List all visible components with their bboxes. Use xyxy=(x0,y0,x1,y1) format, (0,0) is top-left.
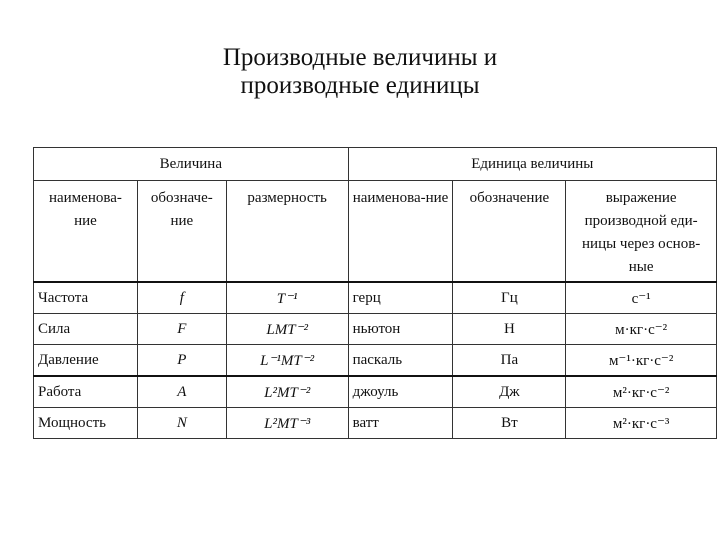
table-cell: f xyxy=(137,282,226,314)
column-header: размерность xyxy=(226,181,348,283)
table-cell: герц xyxy=(348,282,453,314)
table-cell: T⁻¹ xyxy=(226,282,348,314)
table-row xyxy=(34,345,717,377)
table-cell: L²MT⁻³ xyxy=(226,408,348,439)
column-header: обозначе-ние xyxy=(137,181,226,283)
column-header: обозначение xyxy=(453,181,566,283)
table-cell: м⁻¹·кг·с⁻² xyxy=(566,345,717,377)
table-cell: Гц xyxy=(453,282,566,314)
table-cell: ньютон xyxy=(348,314,453,345)
table-cell: Вт xyxy=(453,408,566,439)
table-cell: ватт xyxy=(348,408,453,439)
table-cell: P xyxy=(137,345,226,377)
table-row xyxy=(34,408,717,439)
table-cell: A xyxy=(137,376,226,408)
table-cell: м²·кг·с⁻² xyxy=(566,376,717,408)
column-header-row xyxy=(34,181,717,283)
title-line-2: производные единицы xyxy=(240,72,480,99)
group-header-quantity: Величина xyxy=(34,148,349,181)
table-row xyxy=(34,314,717,345)
table-cell: N xyxy=(137,408,226,439)
derived-units-table xyxy=(33,147,717,439)
group-header-unit: Единица величины xyxy=(348,148,716,181)
table-cell: F xyxy=(137,314,226,345)
table-cell: Н xyxy=(453,314,566,345)
column-header: выражение производной еди-ницы через основ-ные xyxy=(566,181,717,283)
table-cell: м·кг·с⁻² xyxy=(566,314,717,345)
table-cell: L²MT⁻² xyxy=(226,376,348,408)
table-cell: джоуль xyxy=(348,376,453,408)
table-cell: LMT⁻² xyxy=(226,314,348,345)
title-line-1: Производные величины и xyxy=(222,44,498,71)
table-cell: Сила xyxy=(34,314,138,345)
table-cell: Мощность xyxy=(34,408,138,439)
table-cell: паскаль xyxy=(348,345,453,377)
column-header: наименова-ние xyxy=(34,181,138,283)
table-cell: м²·кг·с⁻³ xyxy=(566,408,717,439)
table-cell: Дж xyxy=(453,376,566,408)
table-cell: Давление xyxy=(34,345,138,377)
table-cell: с⁻¹ xyxy=(566,282,717,314)
slide-title xyxy=(0,44,720,100)
group-header-row xyxy=(34,148,717,181)
table-cell: Па xyxy=(453,345,566,377)
table-cell: Частота xyxy=(34,282,138,314)
table-cell: Работа xyxy=(34,376,138,408)
table-row xyxy=(34,376,717,408)
column-header: наименова-ние xyxy=(348,181,453,283)
table-row xyxy=(34,282,717,314)
table-cell: L⁻¹MT⁻² xyxy=(226,345,348,377)
